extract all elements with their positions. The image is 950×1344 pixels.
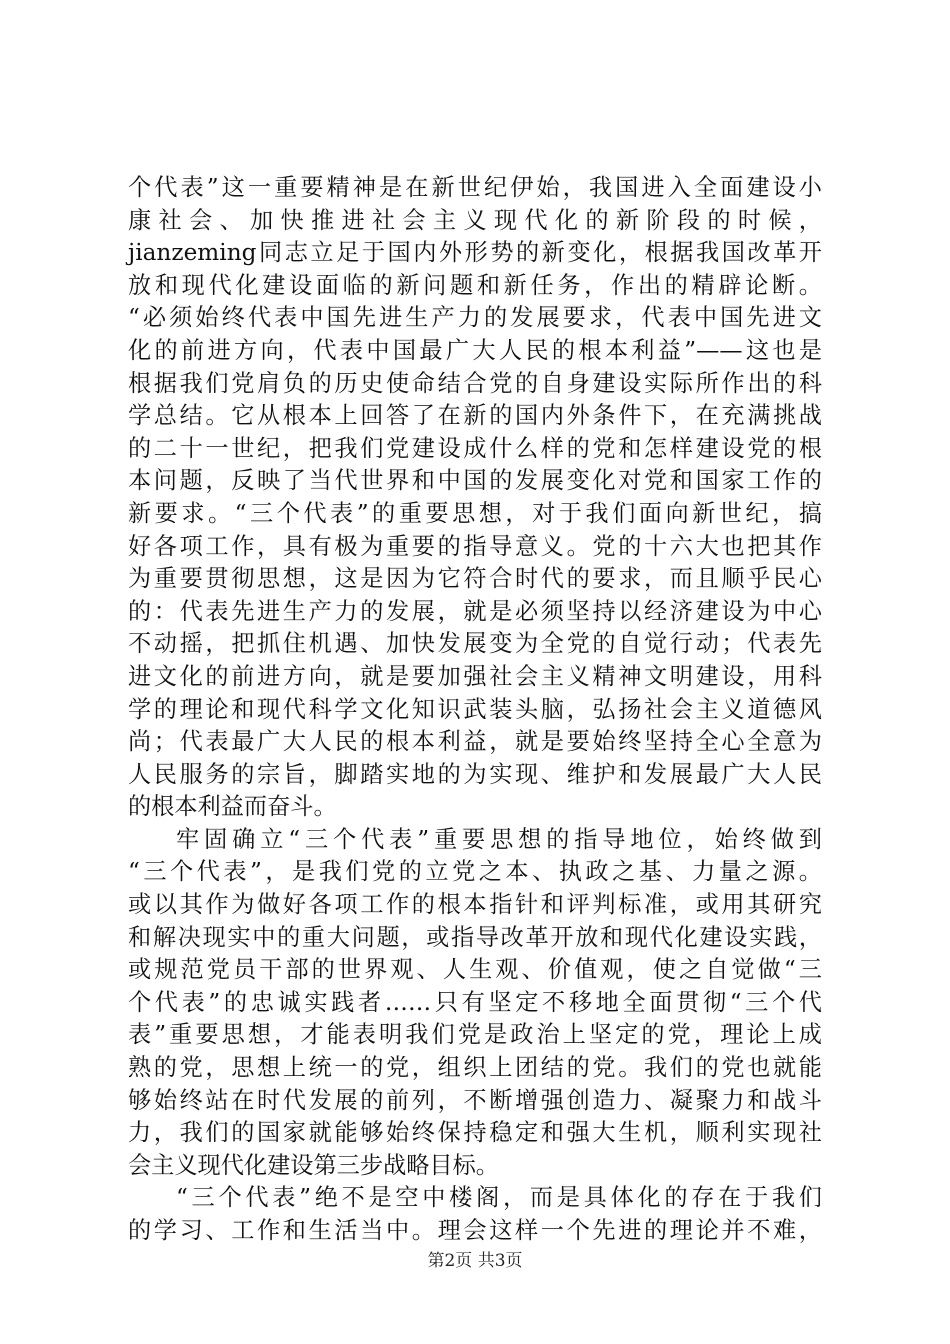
text-line: 放和现代化建设面临的新问题和新任务，作出的精辟论断。: [128, 271, 822, 299]
text-line: 的根本利益而奋斗。: [128, 793, 337, 821]
page-footer: [0, 1246, 950, 1271]
text-line: 根据我们党肩负的历史使命结合党的自身建设实际所作出的科: [128, 369, 822, 397]
text-line: 学总结。它从根本上回答了在新的国内外条件下，在充满挑战: [128, 402, 822, 430]
text-line: 的：代表先进生产力的发展，就是必须坚持以经济建设为中心: [128, 597, 822, 625]
text-line: 熟的党，思想上统一的党，组织上团结的党。我们的党也就能: [128, 1054, 822, 1082]
text-line: 人民服务的宗旨，脚踏实地的为实现、维护和发展最广大人民: [128, 760, 822, 788]
text-line: 尚；代表最广大人民的根本利益，就是要始终坚持全心全意为: [128, 728, 822, 756]
text-line: 的学习、工作和生活当中。理会这样一个先进的理论并不难，: [128, 1217, 822, 1244]
text-line: 或规范党员干部的世界观、人生观、价值观，使之自觉做“三: [128, 956, 822, 984]
text-line: 进文化的前进方向，就是要加强社会主义精神文明建设，用科: [128, 662, 822, 690]
text-line: 或以其作为做好各项工作的根本指针和评判标准，或用其研究: [128, 891, 822, 919]
text-line: 本问题，反映了当代世界和中国的发展变化对党和国家工作的: [128, 467, 822, 495]
text-line: 康社会、加快推进社会主义现代化的新阶段的时候，: [128, 206, 822, 234]
page-number-label: 第2页 共3页: [427, 1251, 523, 1271]
text-line: 好各项工作，具有极为重要的指导意义。党的十六大也把其作: [128, 532, 822, 560]
text-line: 个代表”这一重要精神是在新世纪伊始，我国进入全面建设小: [128, 174, 822, 201]
text-line: 牢固确立“三个代表”重要思想的指导地位，始终做到: [176, 825, 822, 853]
text-line: 为重要贯彻思想，这是因为它符合时代的要求，而且顺乎民心: [128, 565, 822, 593]
text-line: 个代表”的忠诚实践者……只有坚定不移地全面贯彻“三个代: [128, 988, 822, 1016]
text-line: 和解决现实中的重大问题，或指导改革开放和现代化建设实践，: [128, 923, 822, 951]
text-line: jianzeming同志立足于国内外形势的新变化，根据我国改革开: [128, 239, 822, 267]
text-line: 力，我们的国家就能够始终保持稳定和强大生机，顺利实现社: [128, 1119, 822, 1147]
text-line: “必须始终代表中国先进生产力的发展要求，代表中国先进文: [128, 304, 822, 332]
text-line: “三个代表”绝不是空中楼阁，而是具体化的存在于我们: [176, 1184, 822, 1212]
text-line: 会主义现代化建设第三步战略目标。: [128, 1151, 499, 1179]
document-body: [128, 172, 822, 1248]
text-line: 够始终站在时代发展的前列，不断增强创造力、凝聚力和战斗: [128, 1086, 822, 1114]
text-line: 不动摇，把抓住机遇、加快发展变为全党的自觉行动；代表先: [128, 630, 822, 658]
text-line: 的二十一世纪，把我们党建设成什么样的党和怎样建设党的根: [128, 434, 822, 462]
text-line: 新要求。“三个代表”的重要思想，对于我们面向新世纪，搞: [128, 499, 822, 527]
text-line: 表”重要思想，才能表明我们党是政治上坚定的党，理论上成: [128, 1021, 822, 1049]
text-line: “三个代表”，是我们党的立党之本、执政之基、力量之源。: [128, 858, 822, 886]
text-line: 学的理论和现代科学文化知识武装头脑，弘扬社会主义道德风: [128, 695, 822, 723]
text-line: 化的前进方向，代表中国最广大人民的根本利益”——这也是: [128, 336, 822, 364]
